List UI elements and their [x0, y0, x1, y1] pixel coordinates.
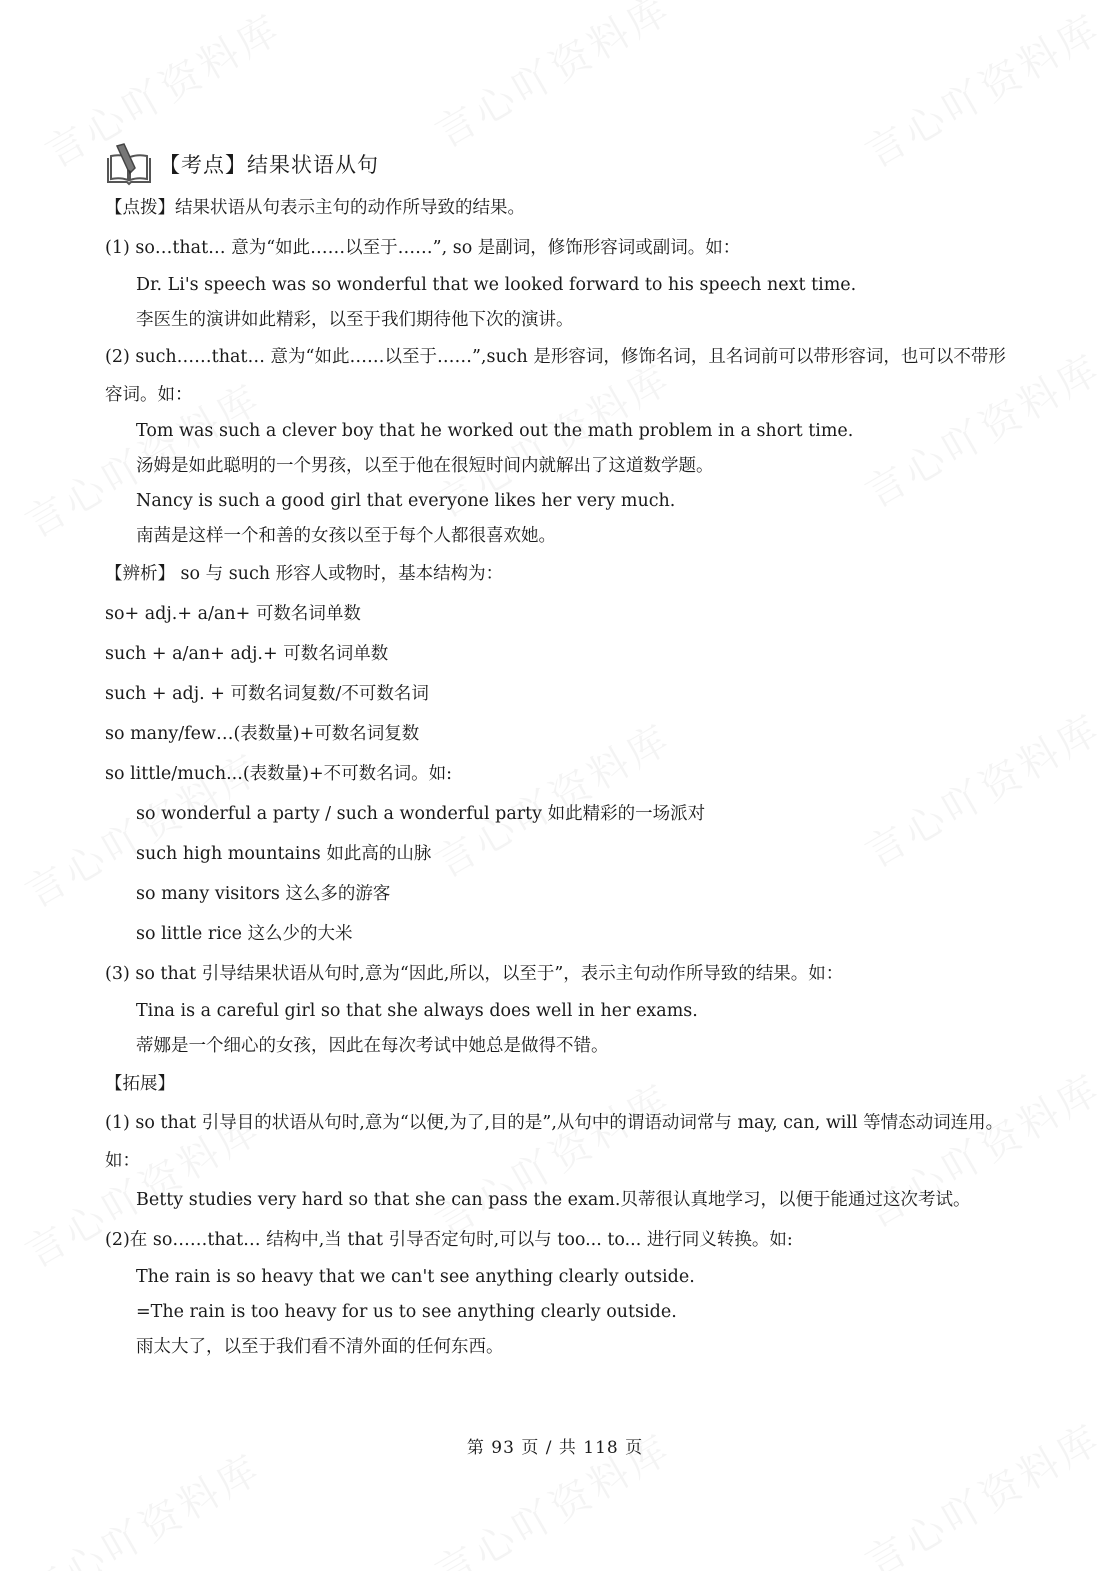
example-en: Tina is a careful girl so that she always does well in her exams. [136, 1001, 698, 1021]
example-zh: 蒂娜是一个细心的女孩，因此在每次考试中她总是做得不错。 [136, 1036, 609, 1056]
tuozhan-line: 【拓展】 [105, 1074, 175, 1094]
structure-line: so+ adj.+ a/an+ 可数名词单数 [105, 604, 361, 624]
example-en: Nancy is such a good girl that everyone likes her very much. [136, 491, 676, 511]
structure-line: such + adj. + 可数名词复数/不可数名词 [105, 684, 429, 704]
book-pencil-icon [105, 142, 153, 186]
structure-line: such + a/an+ adj.+ 可数名词单数 [105, 644, 389, 664]
example-en: Tom was such a clever boy that he worked out the math problem in a short time. [136, 421, 854, 441]
example-zh: 南茜是这样一个和善的女孩以至于每个人都很喜欢她。 [136, 526, 556, 546]
example-en: The rain is so heavy that we can't see anything clearly outside. [136, 1267, 695, 1287]
example-line: so many visitors 这么多的游客 [136, 884, 391, 904]
dianbo-line: 【点拨】结果状语从句表示主句的动作所导致的结果。 [105, 198, 525, 218]
example-line: Betty studies very hard so that she can pass the exam.贝蒂很认真地学习，以便于能通过这次考试。 [136, 1190, 971, 1210]
point-1: (1) so…that… 意为“如此……以至于……”, so 是副词，修饰形容词或副词。如： [105, 238, 741, 258]
watermark-text [423, 0, 680, 159]
example-zh: 李医生的演讲如此精彩，以至于我们期待他下次的演讲。 [136, 310, 574, 330]
example-line: such high mountains 如此高的山脉 [136, 844, 432, 864]
bianxi-line: 【辨析】 so 与 such 形容人或物时，基本结构为： [105, 564, 504, 584]
heading-title: 【考点】结果状语从句 [159, 153, 379, 177]
document-page [105, 140, 1010, 1365]
example-line: so little rice 这么少的大米 [136, 924, 353, 944]
section-heading [105, 140, 1010, 188]
example-zh: 汤姆是如此聪明的一个男孩，以至于他在很短时间内就解出了这道数学题。 [136, 456, 714, 476]
point-2: (2) such……that… 意为“如此……以至于……”,such 是形容词，修饰名词，且名词前可以带形容词，也可以不带形容词。如： [105, 347, 1006, 405]
structure-line: so little/much...(表数量)+不可数名词。如: [105, 764, 453, 784]
structure-line: so many/few…(表数量)+可数名词复数 [105, 724, 420, 744]
example-en: =The rain is too heavy for us to see anything clearly outside. [136, 1302, 677, 1322]
example-en: Dr. Li's speech was so wonderful that we looked forward to his speech next time. [136, 275, 857, 295]
extension-1: (1) so that 引导目的状语从句时,意为“以便,为了,目的是”,从句中的谓语动词常与 may, can, will 等情态动词连用。如： [105, 1113, 1004, 1171]
extension-2: (2)在 so……that… 结构中,当 that 引导否定句时,可以与 too... to... 进行同义转换。如: [105, 1230, 793, 1250]
page-footer: 第 93 页 / 共 118 页 [466, 1438, 644, 1458]
point-3: (3) so that 引导结果状语从句时,意为“因此,所以，以至于”，表示主句动作所导致的结果。如： [105, 964, 844, 984]
example-line: so wonderful a party / such a wonderful party 如此精彩的一场派对 [136, 804, 706, 824]
example-zh: 雨太大了，以至于我们看不清外面的任何东西。 [136, 1337, 504, 1357]
